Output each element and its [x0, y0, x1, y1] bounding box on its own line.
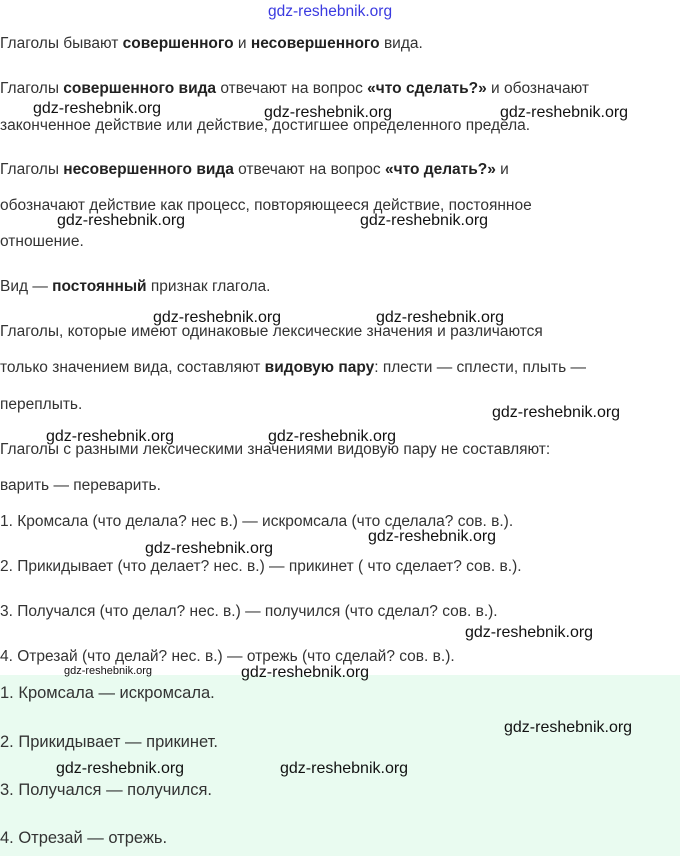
task-line-2: 2. Прикидывает (что делает? нес. в.) — прикинет ( что сделает? сов. в.).	[0, 558, 522, 575]
watermark: gdz-reshebnik.org	[33, 100, 162, 117]
watermark: gdz-reshebnik.org	[241, 664, 370, 681]
watermark: gdz-reshebnik.org	[360, 212, 489, 229]
watermark: gdz-reshebnik.org	[492, 404, 621, 421]
watermark: gdz-reshebnik.org	[153, 309, 282, 326]
answer-line-4: 4. Отрезай — отрежь.	[0, 829, 168, 847]
answer-line-1: 1. Кромсала — искромсала.	[0, 684, 215, 702]
watermark: gdz-reshebnik.org	[145, 540, 274, 557]
paragraph-aspect-types: Глаголы бывают совершенного и несовершенного вида.	[0, 35, 423, 52]
paragraph-aspect-pair-line-1: Глаголы, которые имеют одинаковые лексические значения и различаются	[0, 323, 543, 340]
paragraph-perfective-line-1: Глаголы совершенного вида отвечают на вопрос «что сделать?» и обозначают	[0, 80, 589, 97]
watermark: gdz-reshebnik.org	[46, 428, 175, 445]
watermark-small: gdz-reshebnik.org	[64, 665, 153, 677]
task-line-1: 1. Кромсала (что делала? нес в.) — искромсала (что сделала? сов. в.).	[0, 513, 514, 530]
paragraph-imperfective-line-1: Глаголы несовершенного вида отвечают на вопрос «что делать?» и	[0, 161, 509, 178]
watermark: gdz-reshebnik.org	[368, 528, 497, 545]
paragraph-aspect-pair-line-2: только значением вида, составляют видовую пару: плести — сплести, плыть —	[0, 359, 586, 376]
paragraph-perfective-line-2: законченное действие или действие, достигшее определенного предела.	[0, 117, 531, 134]
watermark-top: gdz-reshebnik.org	[268, 3, 393, 20]
watermark: gdz-reshebnik.org	[504, 719, 633, 736]
paragraph-imperfective-line-2: обозначают действие как процесс, повторяющееся действие, постоянное	[0, 197, 532, 214]
answer-line-2: 2. Прикидывает — прикинет.	[0, 733, 218, 751]
paragraph-aspect-constant: Вид — постоянный признак глагола.	[0, 278, 271, 295]
paragraph-aspect-pair-line-3: переплыть.	[0, 396, 83, 413]
watermark: gdz-reshebnik.org	[500, 104, 629, 121]
paragraph-imperfective-line-3: отношение.	[0, 233, 84, 250]
watermark: gdz-reshebnik.org	[56, 760, 185, 777]
paragraph-no-pair-line-1: Глаголы с разными лексическими значениями видовую пару не составляют:	[0, 441, 551, 458]
paragraph-no-pair-line-2: варить — переварить.	[0, 477, 161, 494]
task-line-3: 3. Получался (что делал? нес. в.) — получился (что сделал? сов. в.).	[0, 603, 498, 620]
task-line-4: 4. Отрезай (что делай? нес. в.) — отрежь (что сделай? сов. в.).	[0, 648, 455, 665]
answer-line-3: 3. Получался — получился.	[0, 781, 212, 799]
watermark: gdz-reshebnik.org	[465, 624, 594, 641]
watermark: gdz-reshebnik.org	[264, 104, 393, 121]
watermark: gdz-reshebnik.org	[376, 309, 505, 326]
watermark: gdz-reshebnik.org	[57, 212, 186, 229]
watermark: gdz-reshebnik.org	[280, 760, 409, 777]
watermark: gdz-reshebnik.org	[268, 428, 397, 445]
